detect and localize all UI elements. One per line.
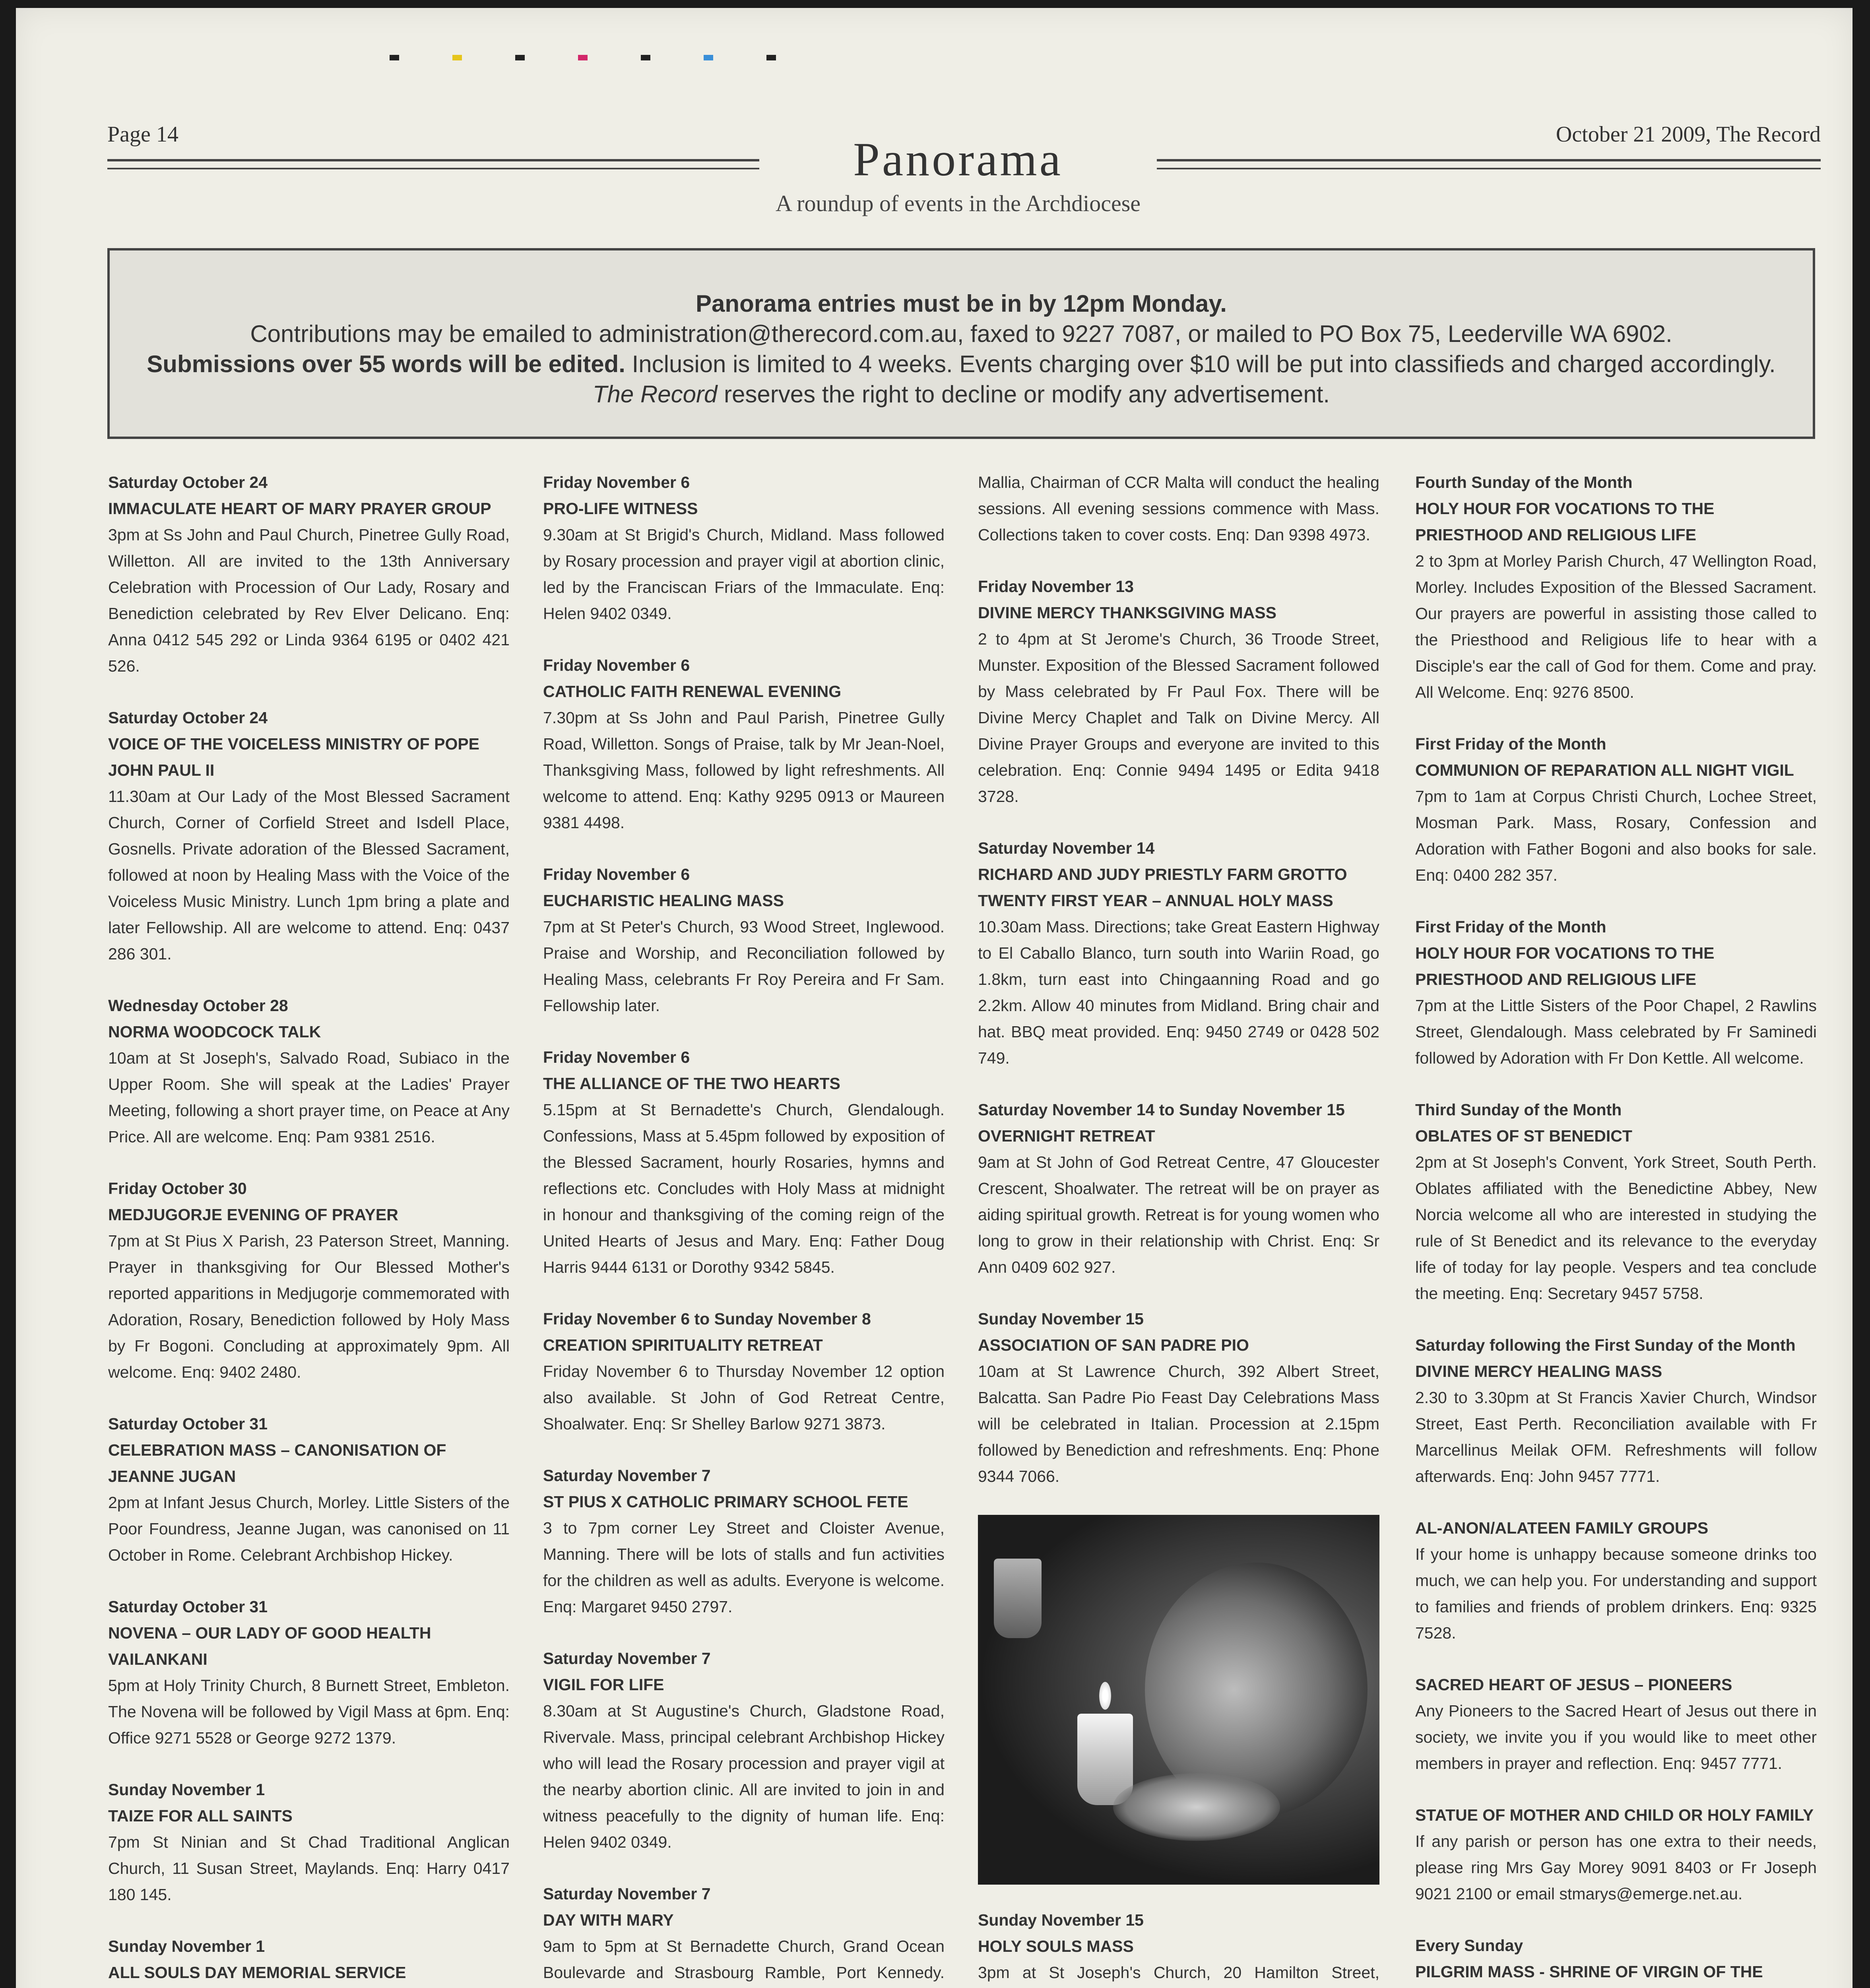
event-body: 7pm St Ninian and St Chad Traditional Anglican Church, 11 Susan Street, Maylands. Enq: Harry 0417 180 145. — [108, 1833, 510, 1904]
event-title: CREATION SPIRITUALITY RETREAT — [543, 1336, 823, 1354]
event-body: 8.30am at St Augustine's Church, Gladstone Road, Rivervale. Mass, principal celebrant Archbishop Hickey who will lead the Rosary procession and prayer vigil at the nearby abortion clinic. All are invited to join in and witness peacefully to the dignity of human life. Enq: Helen 9402 0349. — [543, 1702, 945, 1851]
event-listing — [978, 1306, 1379, 1489]
event-title: ASSOCIATION OF SAN PADRE PIO — [978, 1336, 1249, 1354]
event-date: Friday November 13 — [978, 577, 1134, 596]
registration-mark — [390, 55, 399, 60]
event-date: Saturday November 7 — [543, 1649, 711, 1668]
event-body: 5pm at Holy Trinity Church, 8 Burnett Street, Embleton. The Novena will be followed by Vigil Mass at 6pm. Enq: Office 9271 5528 or George 9272 1379. — [108, 1676, 510, 1747]
event-date: Saturday November 14 to Sunday November 15 — [978, 1101, 1345, 1119]
event-title: COMMUNION OF REPARATION ALL NIGHT VIGIL — [1415, 761, 1794, 779]
event-date: Saturday November 7 — [543, 1885, 711, 1903]
registration-mark — [578, 55, 588, 60]
event-body: 2pm at St Joseph's Convent, York Street, South Perth. Oblates affiliated with the Benedictine Abbey, New Norcia welcome all who are interested in studying the rule of St Benedict and its relevance to the everyday life of today for lay people. Vespers and tea conclude the meeting. Enq: Secretary 9457 5758. — [1415, 1153, 1817, 1303]
event-date: First Friday of the Month — [1415, 735, 1606, 753]
event-date: First Friday of the Month — [1415, 918, 1606, 936]
events-column-2 — [543, 469, 945, 1988]
events-column-4-list — [1415, 469, 1817, 1988]
events-column-3-top — [978, 469, 1379, 1489]
event-title: VOICE OF THE VOICELESS MINISTRY OF POPE JOHN PAUL II — [108, 735, 480, 779]
notice-policy — [110, 349, 1813, 379]
event-listing — [1415, 1932, 1817, 1988]
event-title: ST PIUS X CATHOLIC PRIMARY SCHOOL FETE — [543, 1493, 908, 1511]
event-listing — [543, 652, 945, 836]
event-listing — [978, 469, 1379, 548]
notice-rights — [110, 379, 1813, 410]
event-date: Sunday November 1 — [108, 1937, 265, 1955]
event-listing — [1415, 1515, 1817, 1646]
event-title: RICHARD AND JUDY PRIESTLY FARM GROTTO TWENTY FIRST YEAR – ANNUAL HOLY MASS — [978, 865, 1347, 910]
event-title: OVERNIGHT RETREAT — [978, 1127, 1155, 1145]
registration-mark — [515, 55, 525, 60]
candle-prayer-photo — [978, 1515, 1379, 1885]
event-body: Any Pioneers to the Sacred Heart of Jesus out there in society, we invite you if you would like to meet other members in prayer and reflection. Enq: 9457 7771. — [1415, 1702, 1817, 1773]
event-date: Sunday November 15 — [978, 1911, 1144, 1929]
event-listing — [543, 1645, 945, 1855]
event-title: CELEBRATION MASS – CANONISATION OF JEANNE JUGAN — [108, 1441, 446, 1485]
event-listing — [978, 1097, 1379, 1280]
event-date: Friday November 6 — [543, 865, 690, 883]
event-listing — [543, 1044, 945, 1280]
header-rule-left — [107, 159, 759, 169]
event-title: DIVINE MERCY HEALING MASS — [1415, 1362, 1662, 1380]
event-body: 7pm at the Little Sisters of the Poor Chapel, 2 Rawlins Street, Glendalough. Mass celebrated by Fr Saminedi followed by Adoration with Fr Don Kettle. All welcome. — [1415, 996, 1817, 1067]
events-column-3-bottom — [978, 1907, 1379, 1988]
registration-mark — [704, 55, 713, 60]
event-title: THE ALLIANCE OF THE TWO HEARTS — [543, 1074, 840, 1093]
event-title: HOLY SOULS MASS — [978, 1937, 1134, 1955]
event-date: Friday November 6 to Sunday November 8 — [543, 1310, 871, 1328]
registration-mark — [452, 55, 462, 60]
event-body: 3pm at Ss John and Paul Church, Pinetree Gully Road, Willetton. All are invited to the 13th Anniversary Celebration with Procession of Our Lady, Rosary and Benediction celebrated by Rev Elver Delicano. Enq: Anna 0412 545 292 or Linda 9364 6195 or 0402 421 526. — [108, 526, 510, 675]
event-body: 3 to 7pm corner Ley Street and Cloister Avenue, Manning. There will be lots of stalls and fun activities for the children as well as adults. Everyone is welcome. Enq: Margaret 9450 2797. — [543, 1519, 945, 1616]
event-body: Mallia, Chairman of CCR Malta will conduct the healing sessions. All evening sessions commence with Mass. Collections taken to cover costs. Enq: Dan 9398 4973. — [978, 473, 1379, 544]
event-listing — [1415, 1672, 1817, 1776]
event-listing — [543, 1462, 945, 1620]
event-body: 11.30am at Our Lady of the Most Blessed Sacrament Church, Corner of Corfield Street and Isdell Place, Gosnells. Private adoration of the Blessed Sacrament, followed at noon by Healing Mass with the Voice of the Voiceless Music Ministry. Lunch 1pm bring a plate and later Fellowship. All are welcome to attend. Enq: 0437 286 301. — [108, 787, 510, 963]
header-rule-right — [1157, 159, 1821, 169]
event-date: Third Sunday of the Month — [1415, 1101, 1622, 1119]
event-body: If your home is unhappy because someone drinks too much, we can help you. For understanding and support to families and friends of problem drinkers. Enq: 9325 7528. — [1415, 1545, 1817, 1642]
event-title: AL-ANON/ALATEEN FAMILY GROUPS — [1415, 1519, 1709, 1537]
registration-marks — [390, 55, 829, 63]
event-listing — [108, 705, 510, 967]
registration-mark — [766, 55, 776, 60]
event-date: Saturday October 24 — [108, 709, 268, 727]
event-listing — [1415, 731, 1817, 888]
event-listing — [543, 1306, 945, 1437]
section-subtitle: A roundup of events in the Archdiocese — [775, 190, 1141, 216]
event-date: Friday October 30 — [108, 1179, 247, 1198]
event-title: OBLATES OF ST BENEDICT — [1415, 1127, 1632, 1145]
event-title: SACRED HEART OF JESUS – PIONEERS — [1415, 1675, 1732, 1694]
event-listing — [1415, 1802, 1817, 1907]
event-listing — [978, 573, 1379, 810]
event-date: Friday November 6 — [543, 473, 690, 491]
notice-contact: Contributions may be emailed to administration@therecord.com.au, faxed to 9227 7087, or mailed to PO Box 75, Leederville WA 6902. — [250, 320, 1672, 347]
event-body: 9.30am at St Brigid's Church, Midland. Mass followed by Rosary procession and prayer vigil at abortion clinic, led by the Franciscan Friars of the Immaculate. Enq: Helen 9402 0349. — [543, 526, 945, 623]
event-body: 3pm at St Joseph's Church, 20 Hamilton Street, — [978, 1963, 1379, 1982]
event-body: 10am at St Joseph's, Salvado Road, Subiaco in the Upper Room. She will speak at the Ladies' Prayer Meeting, following a short prayer time, on Peace at Any Price. All are welcome. Enq: Pam 9381 2516. — [108, 1049, 510, 1146]
event-title: HOLY HOUR FOR VOCATIONS TO THE PRIESTHOOD AND RELIGIOUS LIFE — [1415, 944, 1715, 988]
notice-deadline: Panorama entries must be in by 12pm Monday. — [696, 290, 1227, 317]
event-listing — [1415, 1097, 1817, 1307]
event-body: 7pm to 1am at Corpus Christi Church, Lochee Street, Mosman Park. Mass, Rosary, Confession and Adoration with Father Bogoni and also books for sale. Enq: 0400 282 357. — [1415, 787, 1817, 884]
event-title: MEDJUGORJE EVENING OF PRAYER — [108, 1206, 398, 1224]
notice-rights-rest: reserves the right to decline or modify any advertisement. — [717, 381, 1330, 408]
event-body: 7.30pm at Ss John and Paul Parish, Pinetree Gully Road, Willetton. Songs of Praise, talk by Mr Jean-Noel, Thanksgiving Mass, followed by light refreshments. All welcome to attend. Enq: Kathy 9295 0913 or Maureen 9381 4498. — [543, 709, 945, 832]
event-date: Wednesday October 28 — [108, 996, 288, 1015]
event-listing — [108, 469, 510, 679]
event-body: Friday November 6 to Thursday November 12 option also available. St John of God Retreat Centre, Shoalwater. Enq: Sr Shelley Barlow 9271 3873. — [543, 1362, 945, 1433]
event-listing — [978, 835, 1379, 1071]
notice-policy-rest: Inclusion is limited to 4 weeks. Events charging over $10 will be put into classifieds and charged accordingly. — [625, 351, 1776, 377]
events-column-3 — [978, 469, 1379, 1988]
event-listing — [108, 1594, 510, 1751]
event-title: HOLY HOUR FOR VOCATIONS TO THE PRIESTHOOD AND RELIGIOUS LIFE — [1415, 499, 1715, 544]
event-title: CATHOLIC FAITH RENEWAL EVENING — [543, 682, 842, 701]
event-body: 2 to 4pm at St Jerome's Church, 36 Troode Street, Munster. Exposition of the Blessed Sacrament followed by Mass celebrated by Fr Paul Fox. There will be Divine Mercy Chaplet and Talk on Divine Mercy. All Divine Prayer Groups and everyone are invited to this celebration. Enq: Connie 9494 1495 or Edita 9418 3728. — [978, 630, 1379, 806]
event-body: 2.30 to 3.30pm at St Francis Xavier Church, Windsor Street, East Perth. Reconciliation available with Fr Marcellinus Meilak OFM. Refreshments will follow afterwards. Enq: John 9457 7771. — [1415, 1388, 1817, 1485]
notice-rights-italic: The Record — [592, 381, 718, 408]
event-title: ALL SOULS DAY MEMORIAL SERVICE — [108, 1963, 406, 1982]
event-listing — [108, 1933, 510, 1988]
event-body: 2pm at Infant Jesus Church, Morley. Little Sisters of the Poor Foundress, Jeanne Jugan, was canonised on 11 October in Rome. Celebrant Archbishop Hickey. — [108, 1493, 510, 1564]
event-date: Sunday November 15 — [978, 1310, 1144, 1328]
event-listing — [543, 1881, 945, 1988]
event-body: 9am at St John of God Retreat Centre, 47 Gloucester Crescent, Shoalwater. The retreat will be on prayer as aiding spiritual growth. Retreat is for young women who long to grow in their relationship with Christ. Enq: Sr Ann 0409 602 927. — [978, 1153, 1379, 1276]
event-title: NORMA WOODCOCK TALK — [108, 1023, 321, 1041]
events-column-1 — [108, 469, 510, 1988]
event-title: DAY WITH MARY — [543, 1911, 674, 1929]
registration-mark — [641, 55, 650, 60]
event-body: 7pm at St Pius X Parish, 23 Paterson Street, Manning. Prayer in thanksgiving for Our Blessed Mother's reported apparitions in Medjugorje commemorated with Adoration, Rosary, Benediction followed by Holy Mass by Fr Bogoni. Concluding at approximately 9pm. All welcome. Enq: 9402 2480. — [108, 1232, 510, 1381]
event-body — [108, 1986, 510, 1988]
event-title: IMMACULATE HEART OF MARY PRAYER GROUP — [108, 499, 491, 518]
event-date: Saturday October 24 — [108, 473, 268, 491]
submission-notice-box — [107, 248, 1815, 439]
newspaper-page — [16, 8, 1853, 1988]
events-column-4 — [1415, 469, 1817, 1988]
event-body: 9am to 5pm at St Bernadette Church, Grand Ocean Boulevarde and Strasbourg Ramble, Port Kennedy. — [543, 1937, 945, 1982]
event-body: 10.30am Mass. Directions; take Great Eastern Highway to El Caballo Blanco, turn south into Wariin Road, go 1.8km, turn east into Chingaanning Road and go 2.2km. Allow 40 minutes from Midland. Bring chair and hat. BBQ meat provided. Enq: 9450 2749 or 0428 502 749. — [978, 918, 1379, 1067]
event-date: Friday November 6 — [543, 656, 690, 674]
event-date: Saturday October 31 — [108, 1598, 268, 1616]
event-body: 10am at St Lawrence Church, 392 Albert Street, Balcatta. San Padre Pio Feast Day Celebrations Mass will be celebrated in Italian. Procession at 2.15pm followed by Benediction and refreshments. Enq: Phone 9344 7066. — [978, 1362, 1379, 1485]
event-date: Friday November 6 — [543, 1048, 690, 1066]
event-date: Sunday November 1 — [108, 1780, 265, 1799]
event-title: DIVINE MERCY THANKSGIVING MASS — [978, 604, 1276, 622]
event-listing — [543, 469, 945, 627]
event-date: Saturday November 7 — [543, 1466, 711, 1485]
event-date: Fourth Sunday of the Month — [1415, 473, 1633, 491]
event-title: PILGRIM MASS - SHRINE OF VIRGIN OF THE — [1415, 1963, 1763, 1981]
event-date: Saturday November 14 — [978, 839, 1155, 857]
event-body: 7pm at St Peter's Church, 93 Wood Street, Inglewood. Praise and Worship, and Reconciliation followed by Healing Mass, celebrants Fr Roy Pereira and Fr Sam. Fellowship later. — [543, 918, 945, 1015]
event-title: NOVENA – OUR LADY OF GOOD HEALTH VAILANKANI — [108, 1624, 431, 1668]
event-listing — [108, 992, 510, 1150]
event-title: TAIZE FOR ALL SAINTS — [108, 1807, 293, 1825]
notice-policy-bold: Submissions over 55 words will be edited. — [147, 351, 625, 377]
event-date: Saturday October 31 — [108, 1415, 268, 1433]
event-listing — [543, 861, 945, 1019]
issue-date: October 21 2009, The Record — [1556, 122, 1821, 147]
event-date: Every Sunday — [1415, 1936, 1523, 1955]
event-body: 5.15pm at St Bernadette's Church, Glendalough. Confessions, Mass at 5.45pm followed by exposition of the Blessed Sacrament, hourly Rosaries, hymns and reflections etc. Concludes with Holy Mass at midnight in honour and thanksgiving of the coming reign of the United Hearts of Jesus and Mary. Enq: Father Doug Harris 9444 6131 or Dorothy 9342 5845. — [543, 1101, 945, 1276]
event-date: Saturday following the First Sunday of the Month — [1415, 1336, 1796, 1354]
page-number: Page 14 — [107, 122, 178, 147]
event-body: 2 to 3pm at Morley Parish Church, 47 Wellington Road, Morley. Includes Exposition of the Blessed Sacrament. Our prayers are powerful in assisting those called to the Priesthood and Religious life to hear with a Disciple's ear the call of God for them. Come and pray. All Welcome. Enq: 9276 8500. — [1415, 552, 1817, 701]
event-title: VIGIL FOR LIFE — [543, 1675, 664, 1694]
event-listing — [978, 1907, 1379, 1988]
event-listing — [108, 1175, 510, 1385]
event-listing — [108, 1776, 510, 1908]
event-title: PRO-LIFE WITNESS — [543, 499, 698, 518]
event-body: If any parish or person has one extra to their needs, please ring Mrs Gay Morey 9091 8403 or Fr Joseph 9021 2100 or email stmarys@emerge.net.au. — [1415, 1832, 1817, 1903]
event-listing — [1415, 1332, 1817, 1489]
event-listing — [108, 1411, 510, 1568]
event-title: STATUE OF MOTHER AND CHILD OR HOLY FAMILY — [1415, 1806, 1814, 1824]
event-title: EUCHARISTIC HEALING MASS — [543, 891, 784, 910]
section-masthead: Panorama — [853, 133, 1063, 186]
event-listing — [1415, 469, 1817, 705]
event-listing — [1415, 914, 1817, 1071]
